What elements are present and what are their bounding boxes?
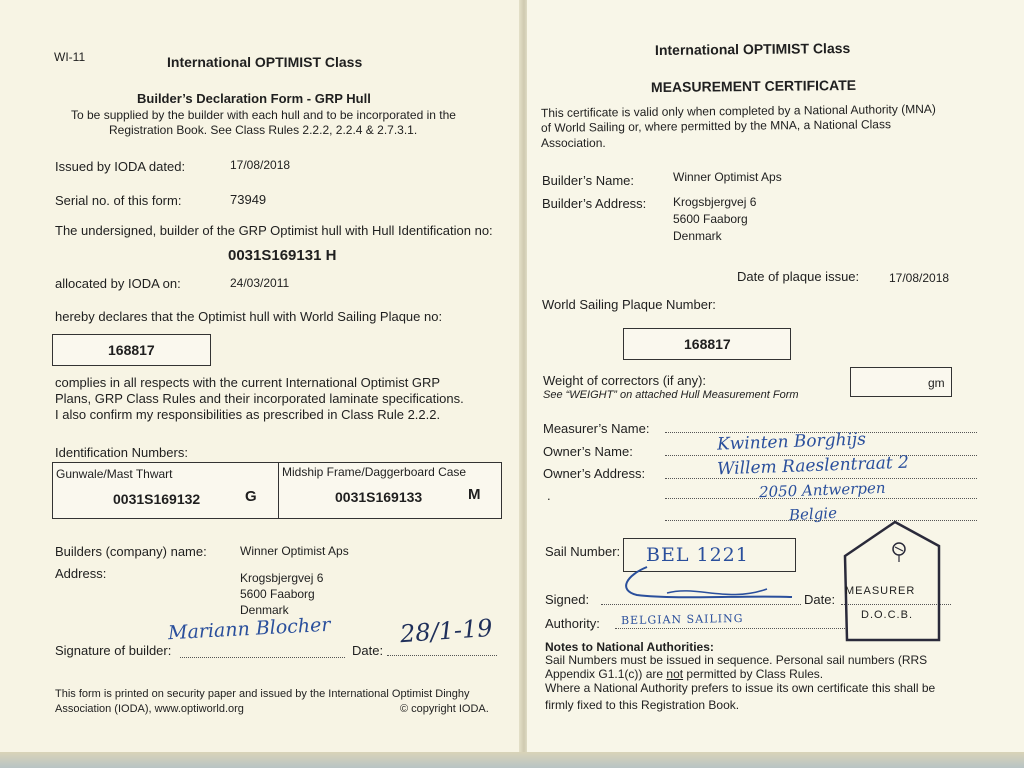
owner-name-label: Owner’s Name: [543, 444, 633, 459]
address-line-3: Denmark [240, 603, 289, 617]
measurer-name-label: Measurer’s Name: [543, 421, 650, 436]
complies-line-1: complies in all respects with the current International Optimist GRP [55, 375, 441, 390]
complies-line-2: Plans, GRP Class Rules and their incorporated laminate specifications. [55, 391, 464, 406]
builder-address-label: Builder’s Address: [542, 196, 647, 211]
plaque-date-value: 17/08/2018 [889, 271, 950, 285]
sail-number-label: Sail Number: [545, 544, 621, 559]
date-line [387, 655, 497, 656]
date-label: Date: [352, 643, 384, 658]
midship-letter: M [468, 486, 481, 503]
right-page [527, 0, 1024, 768]
footer-copyright: © copyright IODA. [400, 703, 489, 715]
notes-line-4: firmly fixed to this Registration Book. [545, 698, 740, 712]
signed-line [601, 604, 801, 605]
builder-address-line-1: Krogsbjergvej 6 [673, 195, 757, 209]
notes-line-1: Sail Numbers must be issued in sequence. Personal sail numbers (RRS [545, 653, 928, 667]
issued-value: 17/08/2018 [230, 158, 291, 172]
issued-label: Issued by IODA dated: [55, 159, 186, 174]
builder-signature: Mariann Blocher [167, 613, 331, 645]
owner-address-handwritten-2: 2050 Antwerpen [758, 478, 886, 502]
correctors-unit: gm [928, 376, 945, 390]
notes-line-2-emphasis: not [666, 667, 684, 681]
address-line-1: Krogsbjergvej 6 [240, 571, 324, 585]
certificate-title: MEASUREMENT CERTIFICATE [650, 76, 857, 96]
identification-table [52, 462, 502, 519]
allocated-value: 24/03/2011 [230, 276, 290, 290]
signature-line [180, 657, 345, 658]
plaque-number: 168817 [684, 336, 731, 352]
owner-address-dot: . [547, 488, 551, 503]
date-label: Date: [804, 592, 836, 607]
plaque-number-box [52, 334, 211, 366]
intro-line-1: To be supplied by the builder with each hull and to be incorporated in the [71, 108, 456, 122]
plaque-date-label: Date of plaque issue: [737, 269, 860, 284]
undersigned-text: The undersigned, builder of the GRP Optimist hull with Hull Identification no: [55, 223, 493, 238]
authority-label: Authority: [545, 616, 600, 631]
midship-label: Midship Frame/Daggerboard Case [282, 465, 467, 479]
form-title: Builder’s Declaration Form - GRP Hull [137, 91, 371, 106]
identification-label: Identification Numbers: [55, 445, 188, 460]
signed-label: Signed: [545, 592, 590, 607]
owner-address-handwritten-1: Willem Raeslentraat 2 [716, 452, 910, 480]
owner-address-label: Owner’s Address: [543, 466, 646, 481]
owner-name-handwritten: Kwinten Borghijs [716, 429, 867, 455]
correctors-note: See “WEIGHT” on attached Hull Measurement Form [543, 389, 799, 401]
correctors-label: Weight of correctors (if any): [543, 373, 707, 388]
hull-id: 0031S169131 H [228, 247, 337, 264]
measurer-stamp [839, 516, 943, 644]
stamp-line-2: D.O.C.B. [861, 609, 914, 621]
midship-value: 0031S169133 [335, 489, 423, 505]
valid-line-1: This certificate is valid only when completed by a National Authority (MNA) [540, 101, 936, 121]
authority-line [615, 628, 845, 629]
footer-line-2: Association (IODA), www.optiworld.org [55, 703, 244, 715]
valid-line-3: Association. [541, 136, 606, 150]
builder-address-line-2: 5600 Faaborg [673, 212, 748, 226]
gunwale-label: Gunwale/Mast Thwart [56, 467, 173, 481]
builder-address-line-3: Denmark [673, 229, 722, 243]
signature-label: Signature of builder: [55, 643, 172, 658]
table-divider [278, 463, 279, 518]
builders-value: Winner Optimist Aps [240, 544, 349, 558]
owner-address-handwritten-3: Belgie [788, 503, 838, 525]
gunwale-letter: G [245, 488, 257, 505]
notes-title: Notes to National Authorities: [545, 640, 714, 654]
builder-name-label: Builder’s Name: [542, 173, 635, 188]
plaque-number-box [623, 328, 791, 360]
notes-line-2 [545, 667, 823, 681]
serial-label: Serial no. of this form: [55, 193, 182, 208]
intro-line-2: Registration Book. See Class Rules 2.2.2, 2.2.4 & 2.7.3.1. [109, 123, 418, 137]
notes-line-2a: Appendix G1.1(c)) are [545, 667, 667, 681]
complies-line-3: I also confirm my responsibilities as prescribed in Class Rule 2.2.2. [55, 407, 441, 422]
class-title: International OPTIMIST Class [654, 39, 851, 59]
valid-line-2: of World Sailing or, where permitted by the MNA, a National Class [540, 117, 892, 135]
builders-label: Builders (company) name: [55, 544, 207, 559]
footer-line-1: This form is printed on security paper and issued by the International Optimist Dinghy [55, 688, 470, 700]
gunwale-value: 0031S169132 [113, 491, 201, 507]
notes-line-3: Where a National Authority prefers to issue its own certificate this shall be [545, 681, 936, 695]
form-id: WI-11 [54, 50, 86, 64]
plaque-number-label: World Sailing Plaque Number: [542, 297, 716, 312]
table-surface [0, 752, 1024, 768]
serial-value: 73949 [230, 192, 267, 207]
sail-number-handwritten: BEL 1221 [646, 544, 749, 566]
builder-date-handwritten: 28/1-19 [399, 613, 494, 649]
class-title: International OPTIMIST Class [167, 54, 363, 70]
correctors-weight-box[interactable] [850, 367, 952, 397]
notes-line-2c: permitted by Class Rules. [683, 667, 824, 681]
stamp-line-1: MEASURER [845, 585, 916, 597]
owner-address-line-1 [665, 478, 977, 479]
allocated-label: allocated by IODA on: [55, 276, 181, 291]
signature-scribble [607, 555, 807, 605]
builder-name-value: Winner Optimist Aps [673, 170, 782, 184]
address-line-2: 5600 Faaborg [240, 587, 315, 601]
plaque-number: 168817 [108, 342, 155, 358]
address-label: Address: [55, 566, 107, 581]
authority-handwritten: BELGIAN SAILING [620, 611, 744, 628]
declares-text: hereby declares that the Optimist hull with World Sailing Plaque no: [55, 309, 443, 324]
